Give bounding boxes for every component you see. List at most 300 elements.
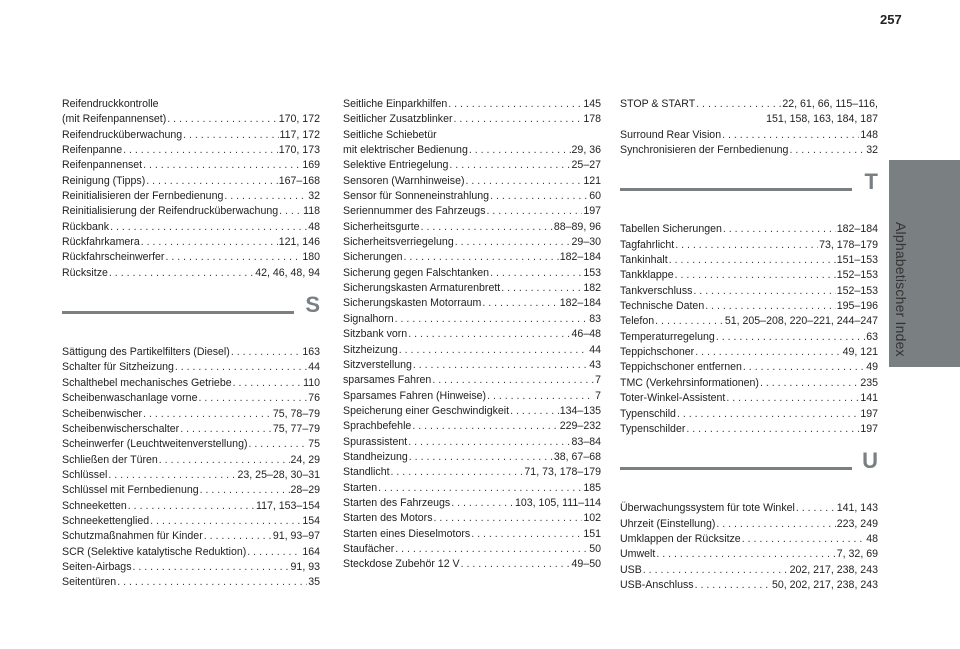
index-term: Reinitialisieren der Fernbedienung (62, 190, 224, 203)
index-entry (620, 284, 878, 299)
leader-dots (789, 143, 865, 158)
leader-dots (150, 514, 301, 529)
section-rule (620, 188, 852, 191)
index-term: Umklappen der Rücksitze (620, 532, 741, 545)
index-entry (62, 250, 320, 265)
index-term: Schutzmaßnahmen für Kinder (62, 530, 203, 543)
leader-dots (723, 222, 836, 237)
index-entry (620, 501, 878, 516)
page-reference: 51, 205–208, 220–221, 244–247 (724, 315, 878, 328)
page-reference: 121, 146 (278, 236, 320, 249)
index-entry (343, 112, 601, 127)
index-term: Starten eines Dieselmotors (343, 527, 471, 540)
index-entry (62, 453, 320, 468)
leader-dots (412, 419, 558, 434)
index-entry (620, 532, 878, 547)
index-entry (62, 189, 320, 204)
page-reference: 134–135 (559, 404, 601, 417)
index-entry (62, 235, 320, 250)
page-reference: 7 (595, 374, 601, 387)
leader-dots (175, 360, 307, 375)
index-entry (62, 437, 320, 452)
index-entry (343, 404, 601, 419)
index-term: Rückfahrscheinwerfer (62, 251, 165, 264)
index-term: Surround Rear Vision (620, 128, 722, 141)
page-reference: 91, 93–97 (272, 530, 320, 543)
page-reference: 7 (595, 389, 601, 402)
index-term: USB-Anschluss (620, 578, 694, 591)
index-entry (343, 557, 601, 572)
leader-dots (395, 542, 588, 557)
leader-dots (669, 253, 836, 268)
page-reference: 29, 36 (571, 144, 601, 157)
leader-dots (391, 465, 524, 480)
page-reference: 141, 143 (836, 502, 878, 515)
leader-dots (404, 250, 559, 265)
leader-dots (705, 299, 836, 314)
index-entry (62, 545, 320, 560)
page-reference: 38, 67–68 (553, 450, 601, 463)
index-entry (343, 250, 601, 265)
index-term: Starten des Motors (343, 512, 433, 525)
index-entry (62, 174, 320, 189)
index-entry (343, 220, 601, 235)
page-reference-continued: 151, 158, 163, 184, 187 (766, 113, 878, 126)
page-reference: 151–153 (836, 254, 878, 267)
index-entry (343, 542, 601, 557)
leader-dots (432, 373, 594, 388)
page-reference: 88–89, 96 (553, 220, 601, 233)
leader-dots (224, 189, 307, 204)
index-entry (343, 327, 601, 342)
section-divider (620, 168, 878, 216)
index-entry (620, 314, 878, 329)
index-entry (62, 422, 320, 437)
index-term: Telefon (620, 315, 655, 328)
leader-dots (248, 437, 307, 452)
page-reference: 169 (302, 159, 320, 172)
page-reference: 71, 73, 178–179 (524, 466, 601, 479)
page-reference: 73, 178–179 (819, 238, 878, 251)
leader-dots (490, 266, 582, 281)
leader-dots (796, 501, 836, 516)
index-entry (343, 527, 601, 542)
page-reference: 32 (308, 190, 320, 203)
page-reference: 182–184 (559, 297, 601, 310)
page-reference: 202, 217, 238, 243 (789, 563, 878, 576)
index-term: Tagfahrlicht (620, 238, 675, 251)
leader-dots (117, 575, 307, 590)
index-entry (62, 514, 320, 529)
index-entry (620, 238, 878, 253)
index-term: Tabellen Sicherungen (620, 223, 722, 236)
index-entry (343, 266, 601, 281)
index-entry (620, 360, 878, 375)
index-term: TMC (Verkehrsinformationen) (620, 376, 759, 389)
section-divider (620, 447, 878, 495)
index-term: Scheinwerfer (Leuchtweitenverstellung) (62, 438, 248, 451)
page-reference: 178 (583, 113, 601, 126)
leader-dots (123, 143, 278, 158)
page-reference: 49, 121 (842, 346, 878, 359)
index-entry (620, 563, 878, 578)
page-reference: 152–153 (836, 269, 878, 282)
index-entry (343, 97, 601, 112)
index-entry (343, 189, 601, 204)
index-term: Starten (343, 481, 378, 494)
index-term: Reinitialisierung der Reifendrucküberwachung (62, 205, 279, 218)
leader-dots (510, 404, 559, 419)
index-term: Tankverschluss (620, 284, 693, 297)
index-term: Standheizung (343, 450, 408, 463)
leader-dots (128, 499, 255, 514)
page-reference: 182 (583, 282, 601, 295)
index-entry (620, 578, 878, 593)
leader-dots (165, 250, 301, 265)
index-term: Schalthebel mechanisches Getriebe (62, 376, 232, 389)
page-reference: 117, 172 (279, 128, 320, 141)
leader-dots (180, 422, 272, 437)
leader-dots (200, 483, 290, 498)
leader-dots (656, 547, 835, 562)
page-reference: 49–50 (571, 558, 601, 571)
page-reference: 83–84 (571, 435, 601, 448)
leader-dots (487, 389, 594, 404)
index-entry (343, 143, 601, 158)
index-entry (620, 222, 878, 237)
page-reference: 195–196 (836, 300, 878, 313)
leader-dots (413, 358, 588, 373)
index-entry (620, 128, 878, 143)
leader-dots (133, 560, 290, 575)
page-reference: 42, 46, 48, 94 (255, 266, 320, 279)
leader-dots (143, 158, 301, 173)
page-reference: 43 (589, 358, 601, 371)
leader-dots (482, 296, 558, 311)
index-entry (343, 174, 601, 189)
index-term: Teppichschoner entfernen (620, 361, 742, 374)
page-reference: 182–184 (559, 251, 601, 264)
index-column-1 (62, 97, 320, 591)
index-term: Umwelt (620, 548, 656, 561)
index-term: Steckdose Zubehör 12 V (343, 558, 460, 571)
index-entry (620, 422, 878, 437)
index-entry (62, 143, 320, 158)
index-entry (620, 407, 878, 422)
index-term: Sicherheitsgurte (343, 220, 420, 233)
page-reference: 23, 25–28, 30–31 (237, 468, 320, 481)
index-term: Spurassistent (343, 435, 408, 448)
index-entry (343, 435, 601, 450)
index-entry (620, 376, 878, 391)
section-divider (62, 291, 320, 339)
index-term: Temperaturregelung (620, 330, 715, 343)
index-term: Synchronisieren der Fernbedienung (620, 144, 789, 157)
page-reference: 182–184 (836, 223, 878, 236)
index-term: Reifendrucküberwachung (62, 128, 183, 141)
page-reference: 103, 105, 111–114 (514, 496, 601, 509)
index-entry (343, 419, 601, 434)
index-entry (62, 407, 320, 422)
index-entry (620, 253, 878, 268)
index-entry (620, 330, 878, 345)
leader-dots (722, 128, 859, 143)
index-entry (343, 312, 601, 327)
page-reference: 141 (860, 392, 878, 405)
index-term: Sensor für Sonneneinstrahlung (343, 190, 490, 203)
index-entry (62, 499, 320, 514)
page-reference: 164 (302, 545, 320, 558)
page-reference: 76 (308, 392, 320, 405)
leader-dots (395, 312, 589, 327)
leader-dots (231, 345, 302, 360)
index-entry (343, 496, 601, 511)
page-reference: 7, 32, 69 (836, 548, 878, 561)
index-term: Scheibenwischerschalter (62, 422, 180, 435)
leader-dots (198, 391, 307, 406)
page-reference: 32 (866, 144, 878, 157)
page-reference: 44 (308, 361, 320, 374)
page-reference: 167–168 (278, 174, 320, 187)
index-term: USB (620, 563, 642, 576)
index-term: Sicherungskasten Armaturenbrett (343, 282, 501, 295)
leader-dots (110, 220, 307, 235)
leader-dots (675, 268, 836, 283)
leader-dots (677, 407, 859, 422)
leader-dots (279, 204, 302, 219)
leader-dots (726, 391, 859, 406)
page-reference: 46–48 (571, 328, 601, 341)
index-term: Typenschild (620, 407, 676, 420)
page-reference: 197 (860, 422, 878, 435)
leader-dots (378, 481, 582, 496)
page-reference: 163 (302, 346, 320, 359)
leader-dots (455, 235, 571, 250)
index-term: Sicherungskasten Motorraum (343, 297, 482, 310)
leader-dots (743, 360, 865, 375)
page-reference: 235 (860, 376, 878, 389)
page-reference: 180 (302, 251, 320, 264)
leader-dots (469, 143, 571, 158)
index-entry (343, 343, 601, 358)
index-entry (62, 575, 320, 590)
leader-dots (421, 220, 553, 235)
index-term: Scheibenwaschanlage vorne (62, 392, 198, 405)
page-reference: 170, 173 (278, 144, 320, 157)
index-term: Sitzbank vorn (343, 328, 408, 341)
index-term: Signalhorn (343, 312, 394, 325)
page-reference: 35 (308, 576, 320, 589)
index-entry (620, 299, 878, 314)
index-entry (343, 389, 601, 404)
index-term: Seitlicher Zusatzblinker (343, 113, 453, 126)
leader-dots (204, 529, 272, 544)
page-reference: 50 (589, 542, 601, 555)
index-term: Schneeketten (62, 499, 127, 512)
index-entry (62, 483, 320, 498)
index-term: Standlicht (343, 466, 390, 479)
index-entry (62, 391, 320, 406)
index-term: Überwachungssystem für tote Winkel (620, 502, 795, 515)
index-entry (620, 143, 878, 158)
index-entry (343, 204, 601, 219)
section-letter: U (862, 448, 878, 474)
index-entry (62, 266, 320, 281)
leader-dots (159, 453, 290, 468)
index-term: STOP & START (620, 98, 696, 110)
page-reference: 75, 78–79 (272, 407, 320, 420)
leader-dots (716, 517, 835, 532)
index-term: Seitentüren (62, 576, 117, 589)
index-term: Seitliche Einparkhilfen (343, 98, 448, 110)
leader-dots (716, 330, 865, 345)
leader-dots (409, 450, 553, 465)
index-term: SCR (Selektive katalytische Reduktion) (62, 545, 247, 558)
index-term: Starten des Fahrzeugs (343, 496, 451, 509)
index-entry (620, 268, 878, 283)
index-term: Tankklappe (620, 269, 674, 282)
index-term: Sitzverstellung (343, 358, 412, 371)
index-term: Reifenpanne (62, 144, 123, 157)
leader-dots (109, 266, 254, 281)
leader-dots (695, 345, 841, 360)
leader-dots (146, 174, 278, 189)
index-heading-line: Reifendruckkontrolle (62, 98, 159, 110)
index-term: (mit Reifenpannenset) (62, 113, 167, 126)
index-entry (62, 112, 320, 127)
leader-dots (408, 327, 570, 342)
leader-dots (655, 314, 724, 329)
page-reference: 48 (308, 220, 320, 233)
index-term: Staufächer (343, 542, 395, 555)
page-reference: 151 (583, 527, 601, 540)
leader-dots (448, 97, 582, 112)
index-term: Reifenpannenset (62, 159, 143, 172)
index-entry (62, 204, 320, 219)
index-entry (620, 391, 878, 406)
leader-dots (408, 435, 570, 450)
index-entry (620, 97, 878, 112)
leader-dots (233, 376, 303, 391)
leader-dots (141, 235, 278, 250)
side-tab-label: Alphabetischer Index (893, 222, 909, 357)
index-entry (343, 281, 601, 296)
index-entry (343, 465, 601, 480)
section-letter: T (864, 169, 878, 195)
index-entry (62, 220, 320, 235)
index-term: Scheibenwischer (62, 407, 143, 420)
page-reference: 22, 61, 66, 115–116, (782, 98, 878, 110)
index-term: Rücksitze (62, 266, 108, 279)
leader-dots (399, 343, 588, 358)
page-reference: 117, 153–154 (255, 499, 320, 512)
leader-dots (108, 468, 236, 483)
leader-dots (471, 527, 582, 542)
page-reference: 197 (860, 407, 878, 420)
index-term: Seriennummer des Fahrzeugs (343, 205, 486, 218)
index-term: Reinigung (Tipps) (62, 174, 146, 187)
index-term: Typenschilder (620, 422, 686, 435)
page-reference: 48 (866, 532, 878, 545)
index-entry (343, 158, 601, 173)
index-term: Speicherung einer Geschwindigkeit (343, 404, 510, 417)
leader-dots (686, 422, 859, 437)
leader-dots (742, 532, 866, 547)
index-term: Schlüssel mit Fernbedienung (62, 484, 199, 497)
leader-dots (490, 189, 588, 204)
section-rule (620, 467, 852, 470)
page-reference: 121 (583, 174, 601, 187)
page-reference: 152–153 (836, 284, 878, 297)
index-entry (62, 158, 320, 173)
index-entry (343, 358, 601, 373)
page-reference: 25–27 (571, 159, 601, 172)
index-entry (343, 511, 601, 526)
index-entry (343, 296, 601, 311)
page-reference: 49 (866, 361, 878, 374)
index-term: Sprachbefehle (343, 420, 412, 433)
index-term: Rückfahrkamera (62, 236, 140, 249)
page-reference: 29–30 (571, 236, 601, 249)
index-entry (343, 373, 601, 388)
index-term: Technische Daten (620, 300, 705, 313)
section-rule (62, 311, 294, 314)
leader-dots (434, 511, 583, 526)
index-term: Teppichschoner (620, 346, 695, 359)
page-reference: 148 (860, 128, 878, 141)
index-term: Sparsames Fahren (Hinweise) (343, 389, 487, 402)
leader-dots (501, 281, 582, 296)
index-entry (620, 517, 878, 532)
index-term: Tankinhalt (620, 254, 668, 267)
page-reference: 110 (303, 376, 320, 389)
page-reference: 75, 77–79 (272, 422, 320, 435)
section-letter: S (305, 292, 320, 318)
page-reference: 75 (308, 438, 320, 451)
page-number: 257 (880, 12, 902, 27)
leader-dots (449, 158, 570, 173)
leader-dots (454, 112, 583, 127)
index-column-2 (343, 97, 601, 573)
index-term: Schalter für Sitzheizung (62, 361, 174, 374)
leader-dots (167, 112, 278, 127)
index-term: Schließen der Türen (62, 453, 158, 466)
index-term: Rückbank (62, 220, 110, 233)
index-entry (343, 481, 601, 496)
index-entry (62, 468, 320, 483)
page-reference: 170, 172 (278, 113, 320, 126)
index-entry (62, 345, 320, 360)
index-entry (62, 360, 320, 375)
leader-dots (675, 238, 818, 253)
index-term: sparsames Fahren (343, 374, 432, 387)
index-term: Sensoren (Warnhinweise) (343, 174, 465, 187)
page-reference: 154 (302, 514, 320, 527)
leader-dots (461, 557, 571, 572)
leader-dots (451, 496, 514, 511)
index-entry (343, 450, 601, 465)
leader-dots (695, 578, 771, 593)
leader-dots (693, 284, 835, 299)
page-reference: 83 (589, 312, 601, 325)
index-term: Sicherung gegen Falschtanken (343, 266, 490, 279)
leader-dots (143, 407, 272, 422)
index-term: Sättigung des Partikelfilters (Diesel) (62, 346, 230, 359)
index-entry (620, 345, 878, 360)
page-reference: 185 (583, 481, 601, 494)
index-term: Sitzheizung (343, 343, 398, 356)
page-reference: 44 (589, 343, 601, 356)
